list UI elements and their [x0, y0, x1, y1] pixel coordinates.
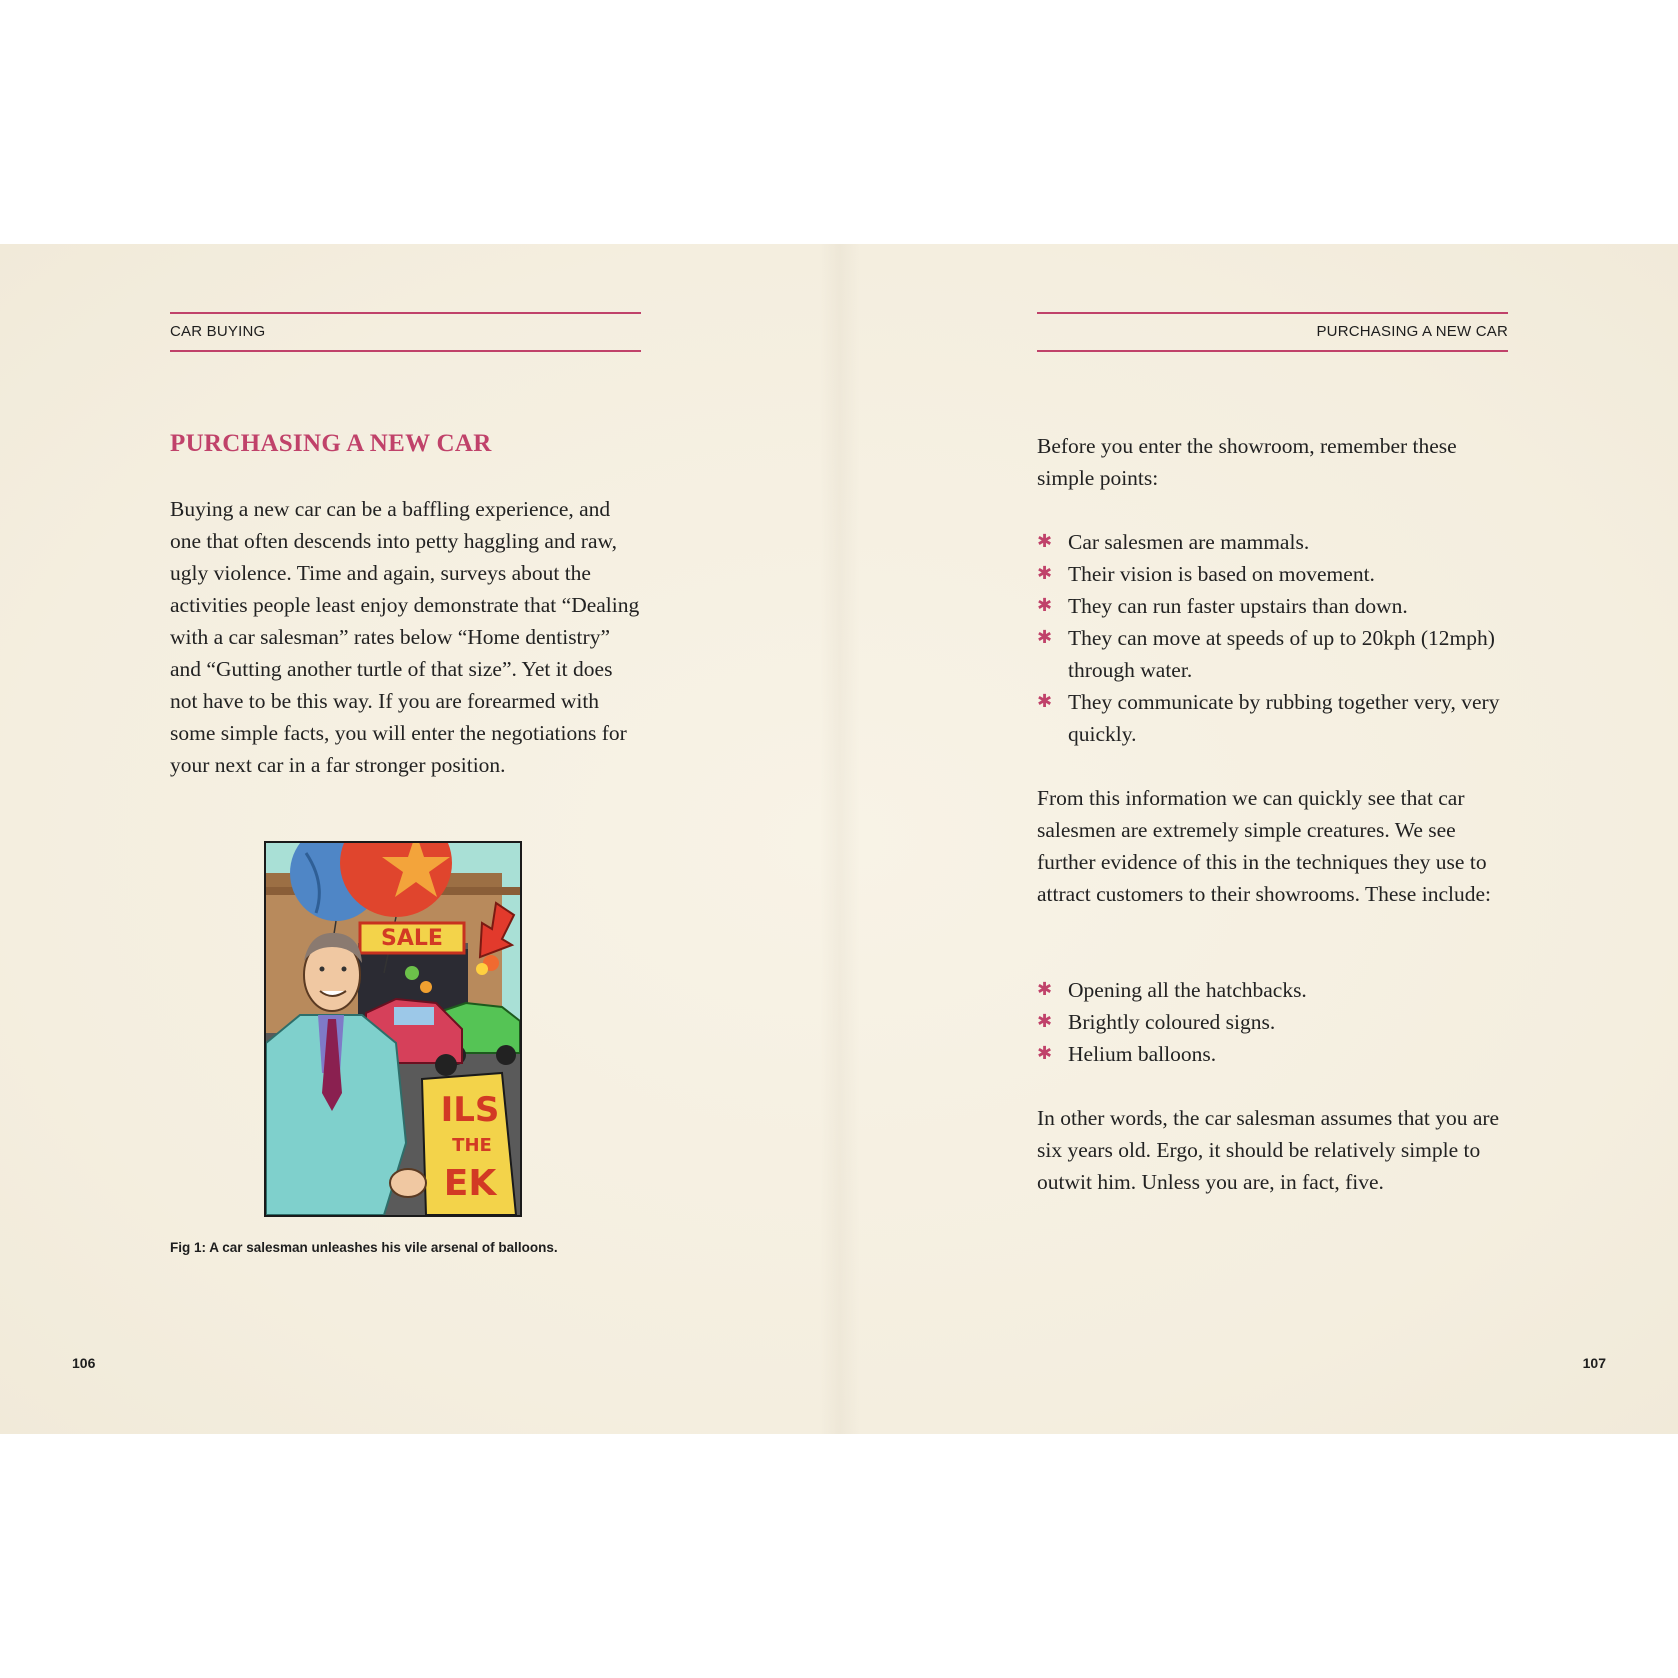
asterisk-bullet-icon: ✱ — [1037, 563, 1053, 584]
list-item: ✱ Brightly coloured signs. — [1037, 1006, 1507, 1038]
sandwich-board-line2: THE — [452, 1135, 492, 1156]
running-head-right-text: PURCHASING A NEW CAR — [1316, 323, 1508, 340]
page-number-right: 107 — [1582, 1355, 1606, 1371]
running-head-left-text: CAR BUYING — [170, 323, 266, 340]
techniques-list — [1037, 974, 1507, 1070]
asterisk-bullet-icon: ✱ — [1037, 979, 1053, 1000]
showroom-paragraph: Before you enter the showroom, remember these simple points: — [1037, 434, 1457, 490]
salesman-hand — [390, 1169, 426, 1197]
conclusion-paragraph: In other words, the car salesman assumes that you are six years old. Ergo, it should be relatively simple to outwit him. Unless you are, in fact, five. — [1037, 1106, 1500, 1194]
asterisk-bullet-icon: ✱ — [1037, 1011, 1053, 1032]
list-item: ✱ They can move at speeds of up to 20kph (12mph) through water. — [1037, 622, 1507, 686]
asterisk-bullet-icon: ✱ — [1037, 691, 1053, 712]
list-item: ✱ They can run faster upstairs than down. — [1037, 590, 1507, 622]
asterisk-bullet-icon: ✱ — [1037, 1043, 1053, 1064]
list-item: ✱ Car salesmen are mammals. — [1037, 526, 1507, 558]
page-number-left: 106 — [72, 1355, 96, 1371]
salesman-illustration — [264, 841, 522, 1217]
page-title: PURCHASING A NEW CAR — [170, 430, 492, 457]
simple-points-list — [1037, 526, 1507, 750]
intro-paragraph: Buying a new car can be a baffling experience, and one that often descends into petty haggling and raw, ugly violence. Time and again, surveys about the activities people least enjoy demonstrate that “Dealing with a car salesman” rates below “Home dentistry” and “Gutting another turtle of that size”. Yet it does not have to be this way. If you are forearmed with some simple facts, you will enter the negotiations for your next car in a far stronger position. — [170, 497, 640, 777]
sandwich-board-line1: ILS — [440, 1090, 500, 1130]
asterisk-bullet-icon: ✱ — [1037, 627, 1053, 648]
list-item: ✱ They communicate by rubbing together very, very quickly. — [1037, 686, 1507, 750]
book-gutter — [820, 244, 860, 1434]
list-item: ✱ Helium balloons. — [1037, 1038, 1507, 1070]
sandwich-board-line3: EK — [443, 1163, 497, 1204]
list-item: ✱ Their vision is based on movement. — [1037, 558, 1507, 590]
book-spread — [0, 244, 1678, 1434]
information-paragraph: From this information we can quickly see that car salesmen are extremely simple creatures. We see further evidence of this in the techniques they use to attract customers to their showrooms. These include: — [1037, 786, 1491, 906]
list-item: ✱ Opening all the hatchbacks. — [1037, 974, 1507, 1006]
sale-sign-text: SALE — [381, 926, 443, 951]
running-head-right — [1037, 312, 1508, 352]
asterisk-bullet-icon: ✱ — [1037, 595, 1053, 616]
salesman-illustration-svg — [266, 843, 520, 1215]
figure-caption: Fig 1: A car salesman unleashes his vile arsenal of balloons. — [170, 1240, 558, 1255]
asterisk-bullet-icon: ✱ — [1037, 531, 1053, 552]
running-head-left — [170, 312, 641, 352]
